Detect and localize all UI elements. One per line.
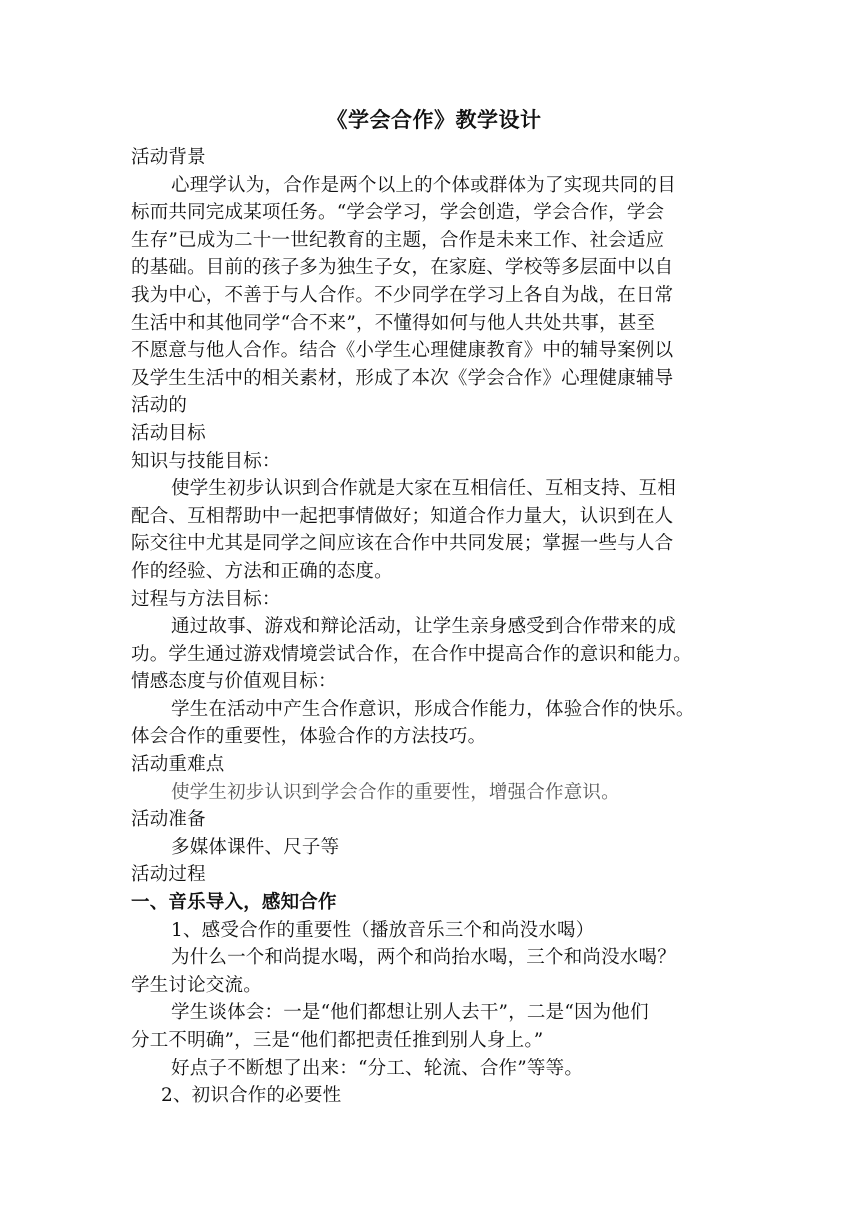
text-line: 不愿意与他人合作。结合《小学生心理健康教育》中的辅导案例以 xyxy=(131,340,674,362)
text-line: 学生讨论交流。 xyxy=(131,974,262,996)
text-line: 1、感受合作的重要性（播放音乐三个和尚没水喝） xyxy=(171,919,595,941)
document-title: 《学会合作》教学设计 xyxy=(326,107,542,132)
text-line: 一、音乐导入，感知合作 xyxy=(131,892,337,914)
text-line: 通过故事、游戏和辩论活动，让学生亲身感受到合作带来的成 xyxy=(171,616,676,638)
text-line: 好点子不断想了出来：“分工、轮流、合作”等等。 xyxy=(171,1057,584,1079)
text-line: 过程与方法目标： xyxy=(131,588,281,610)
text-line: 使学生初步认识到学会合作的重要性，增强合作意识。 xyxy=(171,781,620,803)
text-line: 2、初识合作的必要性 xyxy=(161,1085,342,1107)
text-line: 活动准备 xyxy=(131,809,206,831)
text-line: 我为中心，不善于与人合作。不少同学在学习上各自为战，在日常 xyxy=(131,284,674,306)
text-line: 际交往中尤其是同学之间应该在合作中共同发展；掌握一些与人合 xyxy=(131,533,674,555)
document-body xyxy=(131,144,731,1110)
text-line: 体会合作的重要性，体验合作的方法技巧。 xyxy=(131,726,487,748)
text-line: 作的经验、方法和正确的态度。 xyxy=(131,560,393,582)
text-line: 及学生生活中的相关素材，形成了本次《学会合作》心理健康辅导 xyxy=(131,367,674,389)
text-line: 使学生初步认识到合作就是大家在互相信任、互相支持、互相 xyxy=(171,478,676,500)
text-line: 配合、互相帮助中一起把事情做好；知道合作力量大，认识到在人 xyxy=(131,505,674,527)
text-line: 情感态度与价值观目标： xyxy=(131,671,337,693)
text-line: 活动的 xyxy=(131,395,188,417)
text-line: 活动目标 xyxy=(131,422,206,444)
text-line: 分工不明确”，三是“他们都把责任推到别人身上。” xyxy=(131,1030,544,1051)
text-line: 的基础。目前的孩子多为独生子女，在家庭、学校等多层面中以自 xyxy=(131,257,674,279)
text-line: 活动过程 xyxy=(131,864,206,886)
text-line: 生存”已成为二十一世纪教育的主题，合作是未来工作、社会适应 xyxy=(131,229,665,251)
text-line: 心理学认为，合作是两个以上的个体或群体为了实现共同的目 xyxy=(171,174,676,196)
text-line: 多媒体课件、尺子等 xyxy=(171,836,340,858)
text-line: 知识与技能目标： xyxy=(131,450,281,472)
text-line: 生活中和其他同学“合不来”，不懂得如何与他人共处共事，甚至 xyxy=(131,312,656,334)
text-line: 学生在活动中产生合作意识，形成合作能力，体验合作的快乐。 xyxy=(171,698,695,720)
text-line: 功。学生通过游戏情境尝试合作，在合作中提高合作的意识和能力。 xyxy=(131,643,693,665)
text-line: 为什么一个和尚提水喝，两个和尚抬水喝，三个和尚没水喝？ xyxy=(171,947,676,969)
text-line: 学生谈体会：一是“他们都想让别人去干”，二是“因为他们 xyxy=(171,1002,649,1024)
text-line: 标而共同完成某项任务。“学会学习，学会创造，学会合作，学会 xyxy=(131,202,665,224)
text-line: 活动重难点 xyxy=(131,754,225,776)
text-line: 活动背景 xyxy=(131,147,206,168)
document-page xyxy=(131,104,731,1110)
